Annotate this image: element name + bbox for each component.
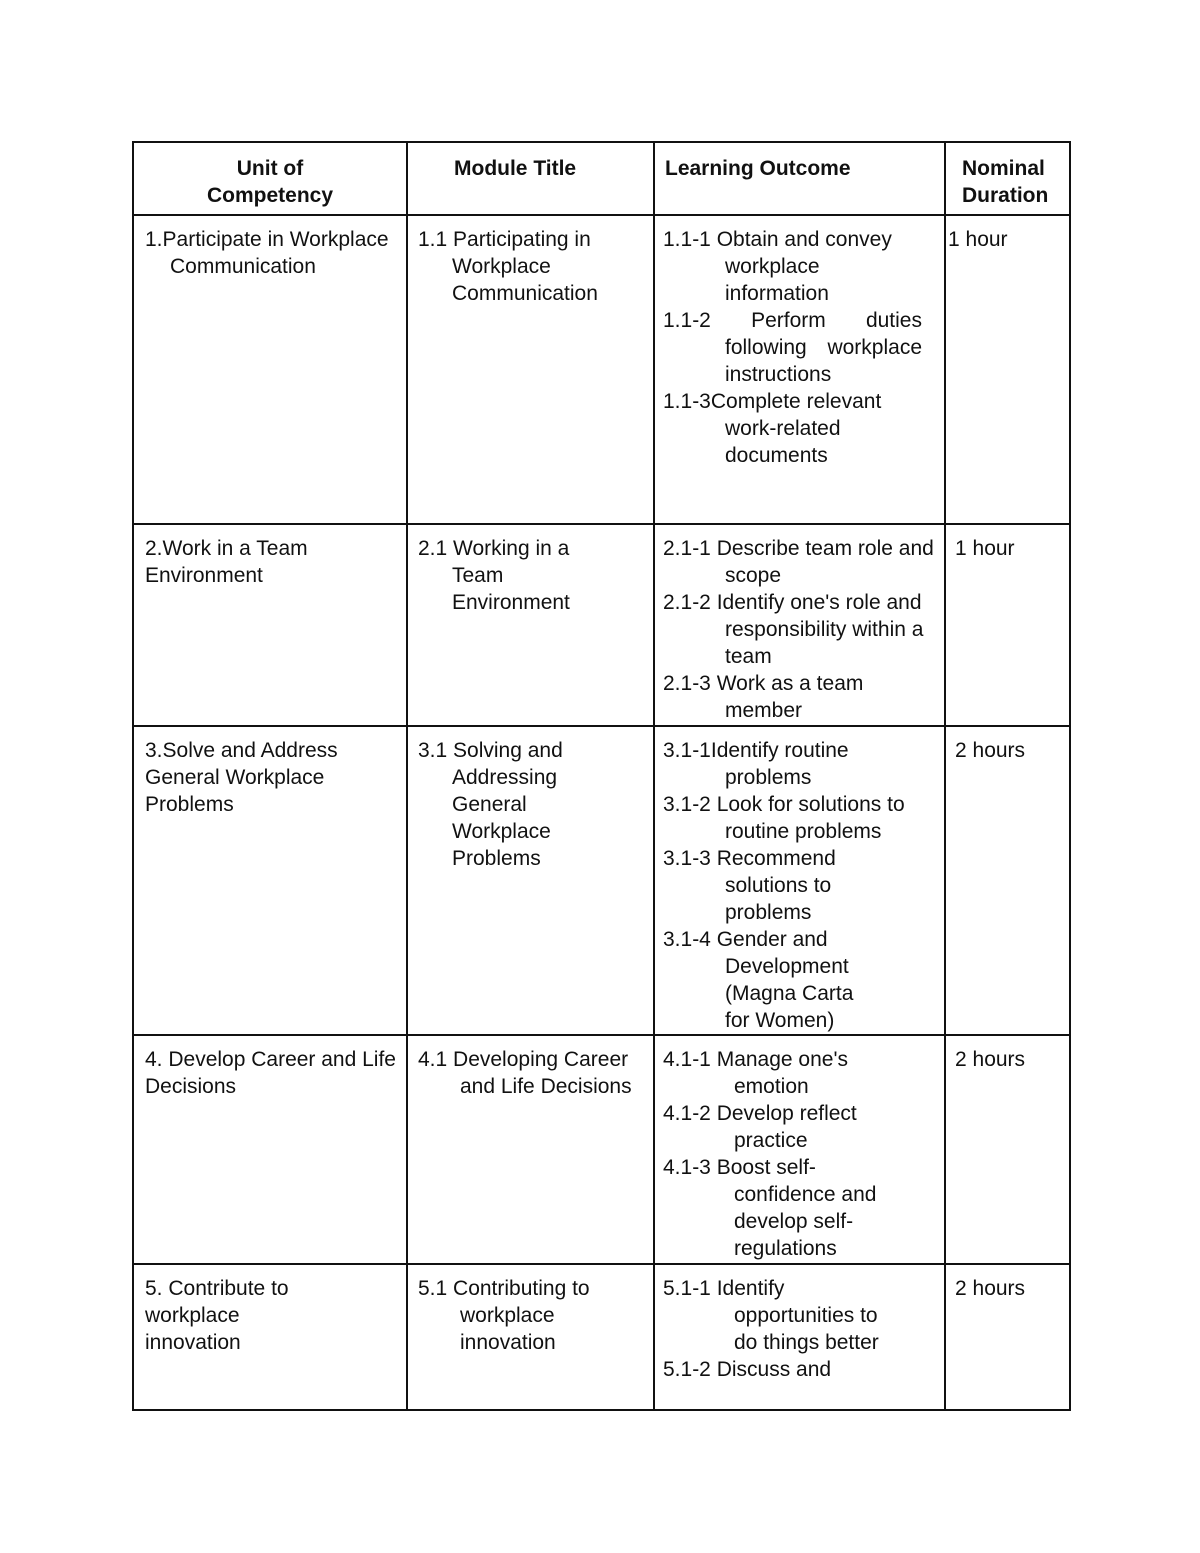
duration-cell: 1 hour	[945, 524, 1070, 726]
table-row	[133, 1264, 1070, 1410]
outcome-cell	[654, 726, 945, 1035]
unit-text: 4. Develop Career and Life Decisions	[145, 1048, 396, 1098]
outcome-cell	[654, 215, 945, 524]
unit-cell	[133, 726, 407, 1035]
outcome-cell	[654, 1264, 945, 1410]
outcome-item: 2.1-3 Work as a team member	[663, 672, 864, 722]
module-cell	[407, 1035, 654, 1264]
outcome-item: 4.1-3 Boost self-confidence and develop self-regulations	[663, 1156, 877, 1260]
table-row	[133, 726, 1070, 1035]
duration-cell: 1 hour	[945, 215, 1070, 524]
outcome-cell	[654, 524, 945, 726]
module-cell	[407, 1264, 654, 1410]
outcome-item: 2.1-2 Identify one's role and responsibility within a team	[663, 591, 924, 668]
header-module-title: Module Title	[407, 142, 654, 215]
unit-cell	[133, 1035, 407, 1264]
unit-cell	[133, 215, 407, 524]
module-text: 1.1 Participating in Workplace Communication	[418, 228, 598, 305]
outcome-item: 4.1-2 Develop reflect practice	[663, 1102, 857, 1152]
outcome-item: 2.1-1 Describe team role and scope	[663, 537, 934, 587]
duration-cell: 2 hours	[945, 1035, 1070, 1264]
module-text: 2.1 Working in a Team Environment	[418, 537, 570, 614]
table-row	[133, 215, 1070, 524]
table-row	[133, 524, 1070, 726]
duration-cell: 2 hours	[945, 1264, 1070, 1410]
outcome-item: 5.1-2 Discuss and	[663, 1358, 832, 1381]
outcome-item: 1.1-1 Obtain and convey workplace information	[663, 228, 892, 305]
unit-text: 1.Participate in Workplace Communication	[145, 228, 389, 278]
outcome-item: 4.1-1 Manage one's emotion	[663, 1048, 848, 1098]
module-text: 3.1 Solving and Addressing General Workplace Problems	[418, 739, 563, 870]
outcome-item: 5.1-1 Identify opportunities to do things better	[663, 1277, 879, 1354]
outcome-item: 3.1-2 Look for solutions to routine problems	[663, 793, 905, 843]
table-header-row	[133, 142, 1070, 215]
header-learning-outcome: Learning Outcome	[654, 142, 945, 215]
outcome-item: 3.1-3 Recommend solutions to problems	[663, 847, 836, 924]
outcome-item: 3.1-4 Gender and Development (Magna Carta for Women)	[663, 928, 854, 1032]
unit-cell	[133, 1264, 407, 1410]
module-text: 5.1 Contributing to workplace innovation	[418, 1277, 590, 1354]
module-text: 4.1 Developing Career and Life Decisions	[418, 1048, 632, 1098]
unit-cell	[133, 524, 407, 726]
unit-text: 2.Work in a Team Environment	[145, 537, 308, 587]
table-row	[133, 1035, 1070, 1264]
competency-table	[132, 141, 1071, 1411]
module-cell	[407, 524, 654, 726]
outcome-cell	[654, 1035, 945, 1264]
header-nominal-duration: Nominal Duration	[945, 142, 1070, 215]
outcome-item: 3.1-1Identify routine problems	[663, 739, 849, 789]
module-cell	[407, 215, 654, 524]
module-cell	[407, 726, 654, 1035]
unit-text: 5. Contribute to workplace innovation	[145, 1277, 289, 1354]
duration-cell: 2 hours	[945, 726, 1070, 1035]
header-unit-of-competency: Unit of Competency	[133, 142, 407, 215]
outcome-item: 1.1-3Complete relevant work-related documents	[663, 390, 882, 467]
outcome-item: 1.1-2 Perform duties following workplace instructions	[663, 309, 922, 386]
unit-text: 3.Solve and Address General Workplace Problems	[145, 739, 338, 816]
